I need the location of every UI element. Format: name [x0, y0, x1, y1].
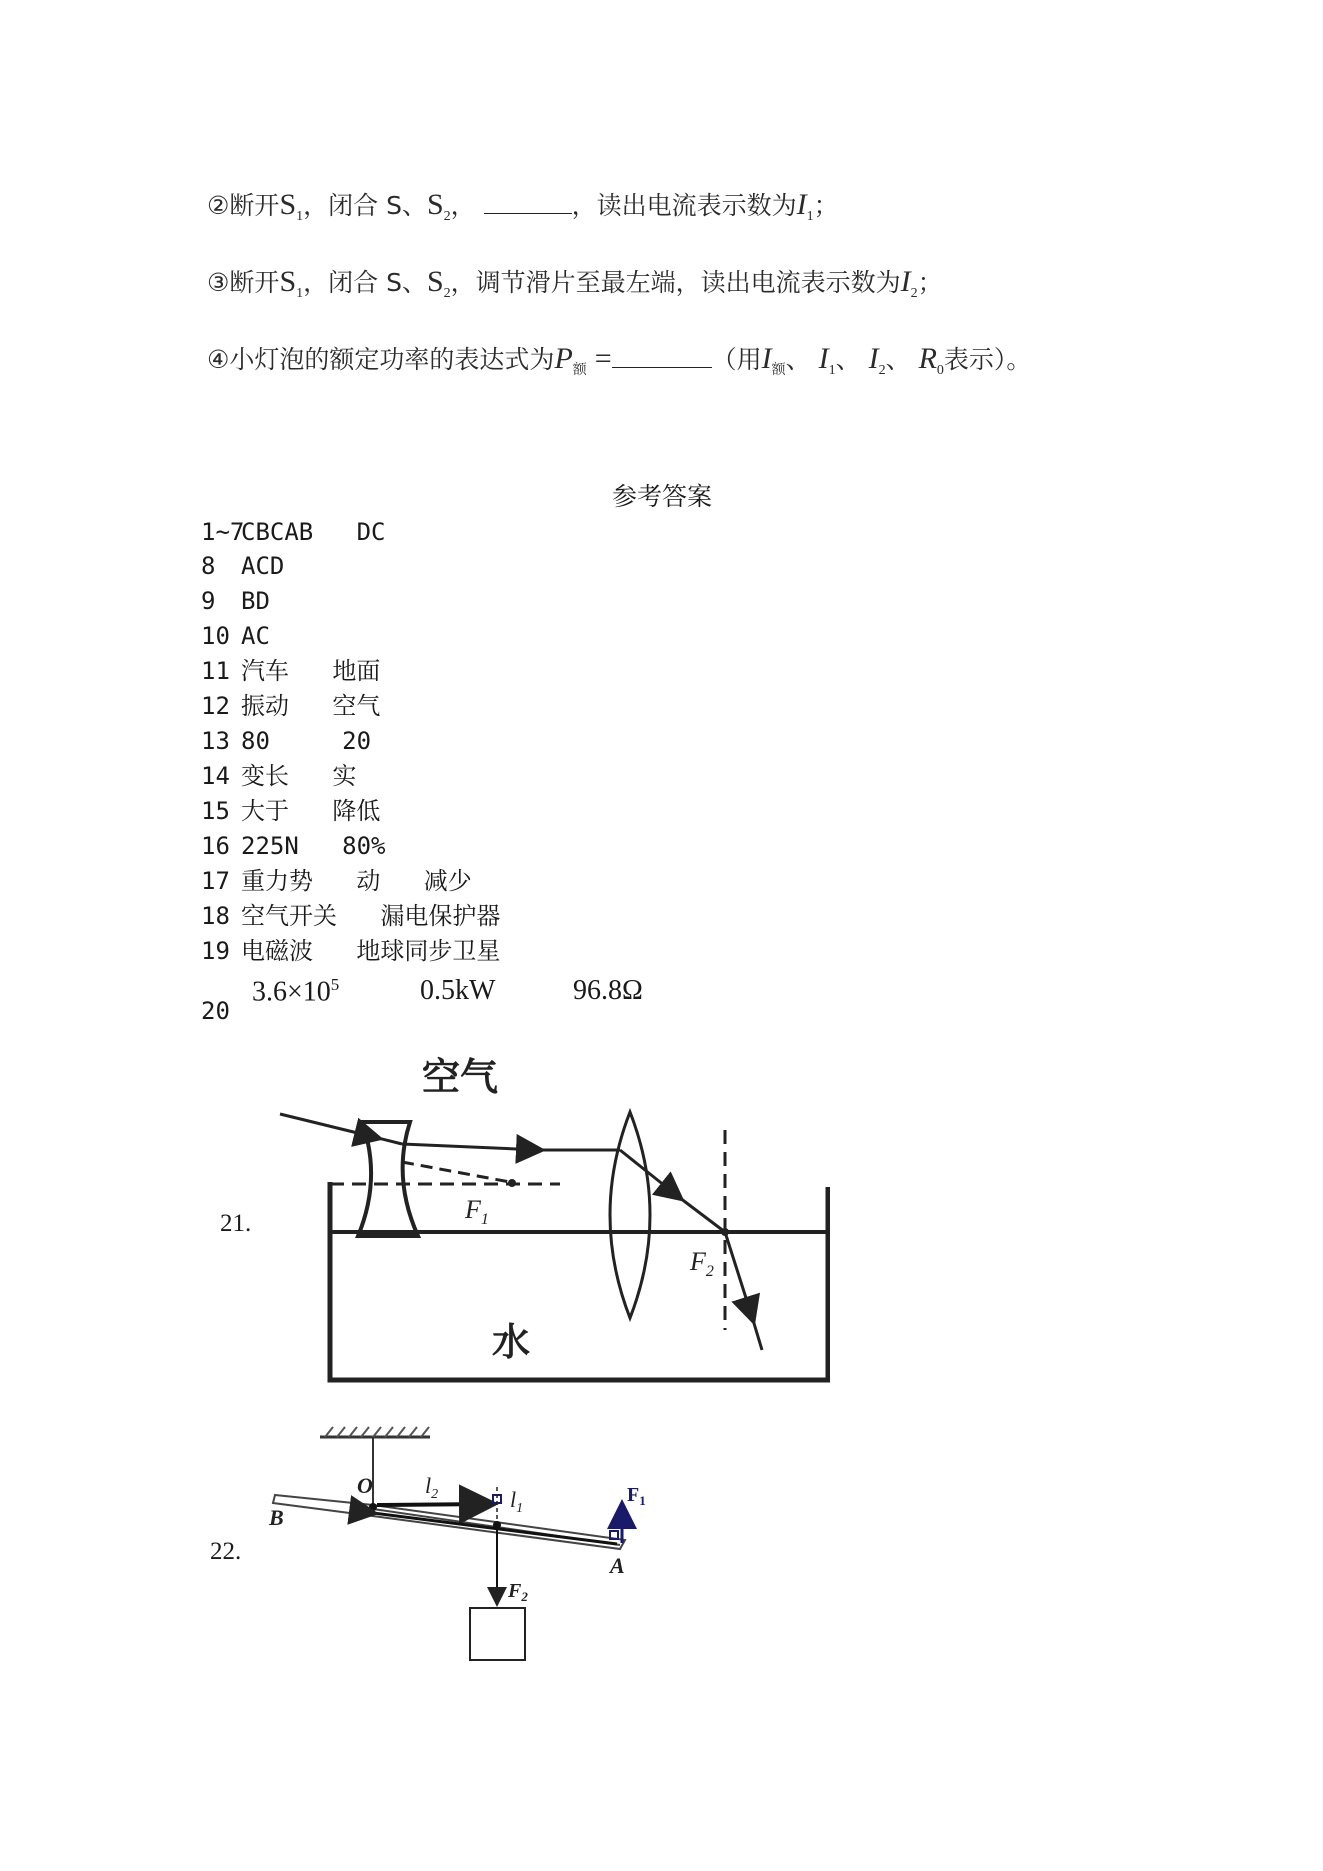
l1-label: $l_1$ [510, 1487, 524, 1516]
answer-line: 18 空气开关 漏电保护器 [201, 902, 501, 930]
q20-power: 0.5kW [420, 975, 496, 1006]
q22-lever-diagram [265, 1425, 665, 1665]
answer-line: 15 大于 降低 [201, 797, 381, 825]
f1-label: $F_1$ [465, 1195, 489, 1228]
answer-line: 10 AC [201, 622, 270, 650]
step-4: ④小灯泡的额定功率的表达式为$P_额$ = （用$I_额$、 $I_1$、 $I_2$、 $R_0$表示）。 [207, 342, 1032, 378]
f2-label: $F_2$ [690, 1247, 714, 1280]
l2-label: $l_2$ [425, 1473, 439, 1502]
answer-line: 11 汽车 地面 [201, 657, 381, 685]
answer-blank [612, 347, 712, 368]
answer-line: 19 电磁波 地球同步卫星 [201, 937, 501, 965]
step-3: ③断开$S_1$，闭合 S、$S_2$，调节滑片至最左端，读出电流表示数为$I_2$； [207, 265, 943, 301]
b-label: B [269, 1505, 284, 1530]
answer-line: 1~7CBCAB DC [201, 518, 386, 546]
q20-resistance: 96.8Ω [573, 975, 643, 1006]
q21-optics-diagram [270, 1050, 830, 1390]
answer-blank [484, 193, 572, 214]
answer-line: 20 [201, 997, 230, 1025]
f1-force-label: $F_1$ [627, 1484, 646, 1508]
answer-key-title: 参考答案 [612, 482, 713, 511]
step-2: ②断开$S_1$，闭合 S、$S_2$， ，读出电流表示数为$I_1$； [207, 188, 839, 224]
o-label: O [357, 1473, 373, 1498]
answer-line: 8 ACD [201, 552, 285, 580]
answer-line: 9 BD [201, 587, 270, 615]
q21-number: 21. [220, 1210, 252, 1237]
water-label: 水 [492, 1320, 531, 1364]
q20-energy: $3.6\times 10^5$ [252, 975, 340, 1008]
air-label: 空气 [422, 1055, 499, 1099]
answer-line: 14 变长 实 [201, 762, 357, 790]
f2-force-label: $F_2$ [508, 1580, 528, 1604]
answer-line: 13 80 20 [201, 727, 372, 755]
q22-number: 22. [210, 1538, 242, 1565]
convex-lens [610, 1112, 650, 1318]
a-label: A [610, 1553, 625, 1578]
answer-line: 16 225N 80% [201, 832, 386, 860]
hanging-block [470, 1608, 525, 1660]
tank [330, 1182, 828, 1380]
answer-line: 12 振动 空气 [201, 692, 381, 720]
answer-line: 17 重力势 动 减少 [201, 867, 472, 895]
